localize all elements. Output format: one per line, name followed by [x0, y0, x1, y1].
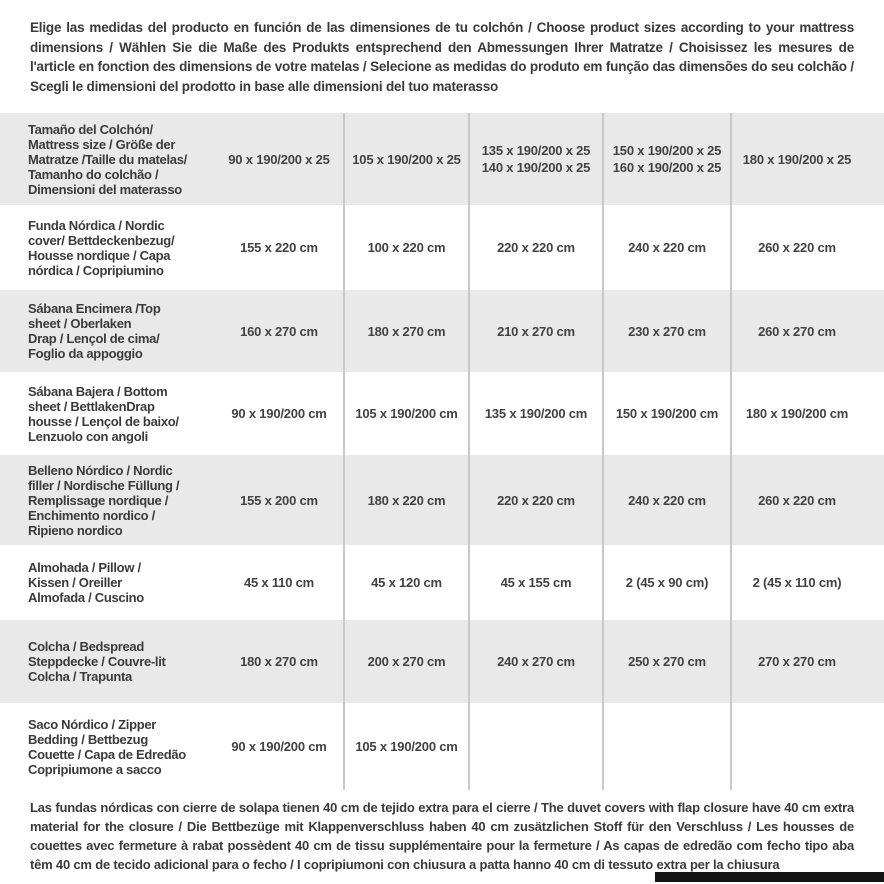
size-value: 135 x 190/200 cm	[484, 406, 588, 421]
size-value: 45 x 110 cm	[243, 575, 315, 590]
size-value: 150 x 190/200 x 25	[612, 143, 722, 158]
size-table	[0, 113, 884, 790]
size-cell	[468, 205, 602, 290]
size-cell	[468, 290, 602, 372]
size-cell	[215, 545, 343, 620]
size-cell	[468, 545, 602, 620]
row-label-line: Tamaño del Colchón/	[28, 121, 153, 137]
row-label-line: Sábana Encimera /Top	[28, 301, 161, 316]
row-label-line: Lenzuolo con angoli	[28, 428, 148, 444]
table-row	[0, 620, 884, 703]
row-label	[0, 455, 215, 545]
table-row	[0, 703, 884, 790]
size-value: 105 x 190/200 cm	[355, 739, 458, 754]
footnote-paragraph: Las fundas nórdicas con cierre de solapa tienen 40 cm de tejido extra para el cierre / The duvet covers with flap closure have 40 cm extra material for the closure / Die Bettbezüge mit Klappenverschluss haben 40 cm zusätzlichen Stoff für den Verschluss / Les housses de couettes avec fermeture à rabat possèdent 40 cm de tissu supplémentaire pour la fermeture / As capas de edredão com fecho tipo aba têm 40 cm de tecido adicional para o fecho / I copripiumoni con chiusura a patta hanno 40 cm di tessuto extra per la chiusura	[30, 800, 854, 872]
row-label-line: Belleno Nórdico / Nordic	[28, 462, 173, 478]
size-value: 240 x 270 cm	[497, 654, 575, 669]
size-value: 45 x 155 cm	[500, 575, 572, 590]
row-label-line: sheet / Oberlaken	[28, 316, 132, 331]
size-cell	[343, 455, 468, 545]
row-label	[0, 113, 215, 205]
size-value: 100 x 220 cm	[367, 240, 446, 255]
size-cell	[730, 545, 884, 620]
size-value: 220 x 220 cm	[497, 240, 575, 255]
table-row	[0, 372, 884, 455]
row-label-line: Copripiumone a sacco	[28, 761, 162, 777]
table-row	[0, 290, 884, 372]
size-cell	[468, 703, 602, 790]
size-value: 200 x 270 cm	[367, 654, 446, 669]
size-value: 140 x 190/200 x 25	[481, 160, 591, 175]
row-label-line: Funda Nórdica / Nordic	[28, 217, 165, 233]
size-value: 90 x 190/200 cm	[231, 739, 327, 754]
size-cell	[468, 620, 602, 703]
row-label	[0, 703, 215, 790]
row-label-line: Saco Nórdico / Zipper	[28, 716, 157, 732]
row-label-line: Couette / Capa de Edredão	[28, 746, 186, 762]
size-value: 180 x 270 cm	[240, 654, 318, 669]
size-cell	[215, 703, 343, 790]
size-cell	[215, 620, 343, 703]
size-value: 160 x 270 cm	[240, 323, 318, 339]
size-cell	[730, 455, 884, 545]
size-value: 180 x 220 cm	[367, 492, 446, 508]
size-value: 90 x 190/200 x 25	[228, 151, 330, 167]
size-value: 240 x 220 cm	[628, 240, 706, 255]
size-value: 180 x 190/200 x 25	[742, 151, 852, 167]
size-value: 260 x 220 cm	[758, 492, 836, 508]
row-label	[0, 620, 215, 703]
table-row	[0, 545, 884, 620]
row-label-line: Mattress size / Größe der	[28, 136, 176, 152]
row-label-line: nórdica / Copripiumino	[28, 262, 164, 278]
size-cell	[602, 545, 730, 620]
table-row	[0, 205, 884, 290]
size-value: 135 x 190/200 x 25	[481, 143, 591, 158]
size-value: 230 x 270 cm	[628, 323, 706, 339]
bottom-black-bar	[655, 872, 884, 882]
size-value: 2 (45 x 110 cm)	[752, 575, 842, 590]
row-label-line: Foglio da appoggio	[28, 346, 143, 361]
size-cell	[602, 205, 730, 290]
size-value: 155 x 220 cm	[240, 240, 318, 255]
size-cell	[343, 703, 468, 790]
size-cell	[343, 290, 468, 372]
size-value: 180 x 270 cm	[367, 323, 446, 339]
size-cell	[343, 372, 468, 455]
table-row	[0, 113, 884, 205]
row-label-line: cover/ Bettdeckenbezug/	[28, 232, 175, 248]
row-label-line: Drap / Lençol de cima/	[28, 331, 160, 346]
size-cell	[468, 455, 602, 545]
intro-paragraph: Elige las medidas del producto en función de las dimensiones de tu colchón / Choose product sizes according to your mattress dimensions / Wählen Sie die Maße des Produkts entsprechend den Abmessungen Ihrer Matratze / Choisissez les mesures de l'article en fonction des dimensions de votre matelas / Selecione as medidas do produto em função das dimensões do seu colchão / Scegli le dimensioni del prodotto in base alle dimensioni del tuo materasso	[30, 20, 854, 94]
size-value: 240 x 220 cm	[628, 492, 706, 508]
row-label-line: Enchimento nordico /	[28, 507, 155, 523]
size-value: 45 x 120 cm	[371, 575, 442, 590]
row-label-line: Almohada / Pillow /	[28, 560, 141, 575]
size-cell	[602, 455, 730, 545]
size-value: 260 x 270 cm	[758, 323, 836, 339]
size-cell	[468, 372, 602, 455]
size-value: 260 x 220 cm	[758, 240, 836, 255]
size-cell	[343, 545, 468, 620]
size-cell	[215, 455, 343, 545]
row-label-line: Kissen / Oreiller	[28, 575, 122, 590]
size-cell	[602, 620, 730, 703]
size-value: 270 x 270 cm	[758, 654, 836, 669]
size-value: 90 x 190/200 cm	[231, 406, 327, 421]
size-value: 150 x 190/200 cm	[615, 406, 719, 421]
row-label-line: Colcha / Bedspread	[28, 639, 144, 654]
size-cell	[343, 205, 468, 290]
size-cell	[730, 290, 884, 372]
row-label-line: Colcha / Trapunta	[28, 669, 132, 684]
table-row	[0, 455, 884, 545]
size-value: 220 x 220 cm	[497, 492, 575, 508]
size-cell	[215, 290, 343, 372]
size-cell	[343, 113, 468, 205]
size-cell	[602, 372, 730, 455]
size-value: 180 x 190/200 cm	[745, 406, 849, 421]
row-label-line: Sábana Bajera / Bottom	[28, 383, 168, 399]
row-label	[0, 372, 215, 455]
row-label-line: Dimensioni del materasso	[28, 181, 182, 197]
row-label-line: Tamanho do colchão /	[28, 166, 159, 182]
row-label	[0, 545, 215, 620]
size-value: 105 x 190/200 x 25	[352, 151, 461, 167]
size-value: 155 x 200 cm	[240, 492, 318, 508]
row-label-line: sheet / BettlakenDrap	[28, 398, 155, 414]
size-value: 105 x 190/200 cm	[355, 406, 458, 421]
row-label-line: Remplissage nordique /	[28, 492, 169, 508]
size-value: 210 x 270 cm	[497, 323, 575, 339]
size-cell	[215, 372, 343, 455]
row-label-line: Steppdecke / Couvre-lit	[28, 654, 166, 669]
size-cell	[215, 113, 343, 205]
size-cell	[602, 290, 730, 372]
size-cell	[730, 113, 884, 205]
row-label-line: Matratze /Taille du matelas/	[28, 151, 187, 167]
size-value: 250 x 270 cm	[628, 654, 706, 669]
size-cell	[343, 620, 468, 703]
size-value: 160 x 190/200 x 25	[612, 160, 722, 175]
row-label	[0, 290, 215, 372]
size-cell	[730, 205, 884, 290]
size-value: 2 (45 x 90 cm)	[625, 575, 709, 590]
row-label-line: housse / Lençol de baixo/	[28, 413, 179, 429]
size-cell	[215, 205, 343, 290]
size-cell	[468, 113, 602, 205]
row-label-line: Almofada / Cuscino	[28, 590, 144, 605]
size-cell	[730, 620, 884, 703]
size-cell	[730, 703, 884, 790]
row-label-line: Ripieno nordico	[28, 522, 123, 538]
size-cell	[602, 703, 730, 790]
size-cell	[730, 372, 884, 455]
row-label-line: Bedding / Bettbezug	[28, 731, 148, 747]
size-cell	[602, 113, 730, 205]
row-label-line: filler / Nordische Füllung /	[28, 477, 180, 493]
row-label	[0, 205, 215, 290]
row-label-line: Housse nordique / Capa	[28, 247, 171, 263]
